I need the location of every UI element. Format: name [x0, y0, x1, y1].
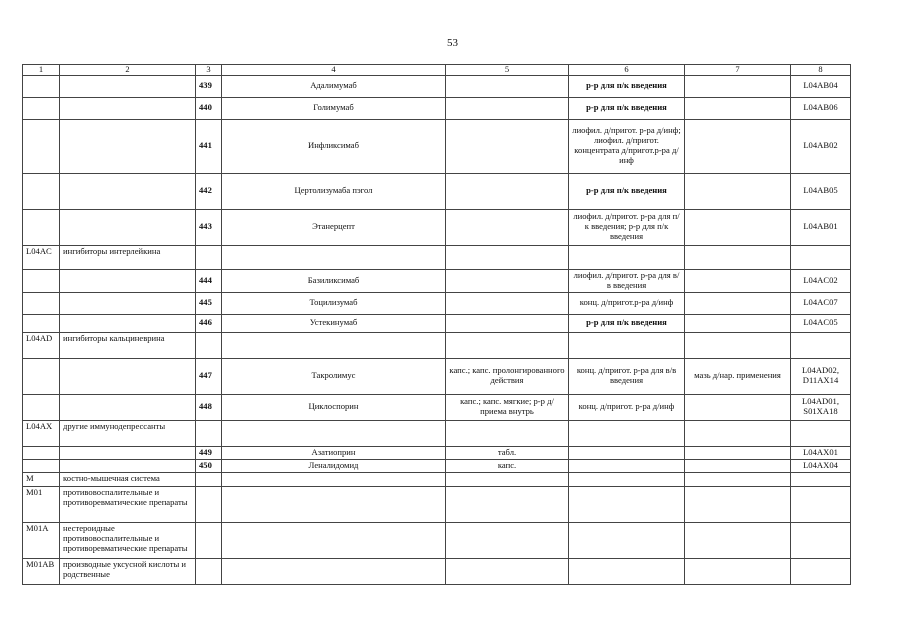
atc-cell: L04AB04: [791, 75, 851, 97]
name-cell: [222, 332, 446, 358]
number-cell: [196, 332, 222, 358]
form-cell: [446, 314, 569, 332]
form-cell: лиофил. д/пригот. р-ра д/инф; лиофил. д/пригот. концентрата д/пригот.р-ра д/инф: [569, 119, 685, 173]
atc-cell: [791, 472, 851, 486]
form-cell: [685, 245, 791, 269]
form-cell: [569, 486, 685, 522]
code-cell: L04AX: [23, 420, 60, 446]
number-cell: 440: [196, 97, 222, 119]
form-cell: [685, 420, 791, 446]
header-cell: 6: [569, 65, 685, 76]
group-cell: производные уксусной кислоты и родственные: [60, 558, 196, 584]
code-cell: [23, 358, 60, 394]
code-cell: [23, 394, 60, 420]
form-cell: [685, 314, 791, 332]
number-cell: 448: [196, 394, 222, 420]
header-cell: 3: [196, 65, 222, 76]
code-cell: [23, 269, 60, 292]
number-cell: 442: [196, 173, 222, 209]
form-cell: р-р для п/к введения: [569, 314, 685, 332]
form-cell: [685, 522, 791, 558]
number-cell: 450: [196, 459, 222, 472]
form-cell: [446, 558, 569, 584]
table-row: [23, 209, 851, 245]
form-cell: [685, 446, 791, 459]
form-cell: [446, 119, 569, 173]
table-row: [23, 75, 851, 97]
form-cell: [685, 332, 791, 358]
form-cell: капс.; капс. пролонгированного действия: [446, 358, 569, 394]
form-cell: мазь д/нар. применения: [685, 358, 791, 394]
form-cell: [685, 394, 791, 420]
table-row: [23, 459, 851, 472]
table-row: [23, 314, 851, 332]
number-cell: 446: [196, 314, 222, 332]
atc-cell: L04AX04: [791, 459, 851, 472]
form-cell: [685, 209, 791, 245]
group-cell: [60, 314, 196, 332]
table-row: [23, 522, 851, 558]
name-cell: Голимумаб: [222, 97, 446, 119]
number-cell: 444: [196, 269, 222, 292]
group-cell: другие иммунодепрессанты: [60, 420, 196, 446]
form-cell: [446, 173, 569, 209]
form-cell: [446, 332, 569, 358]
code-cell: [23, 97, 60, 119]
code-cell: [23, 459, 60, 472]
table-header-row: [23, 65, 851, 76]
atc-cell: L04AD02, D11AX14: [791, 358, 851, 394]
name-cell: Этанерцепт: [222, 209, 446, 245]
form-cell: лиофил. д/пригот. р-ра для п/к введения; р-р для п/к введения: [569, 209, 685, 245]
header-cell: 4: [222, 65, 446, 76]
atc-cell: [791, 486, 851, 522]
form-cell: [685, 292, 791, 314]
name-cell: [222, 420, 446, 446]
atc-cell: L04AB01: [791, 209, 851, 245]
code-cell: L04AD: [23, 332, 60, 358]
group-cell: [60, 173, 196, 209]
form-cell: [569, 522, 685, 558]
form-cell: [685, 119, 791, 173]
form-cell: [446, 472, 569, 486]
atc-cell: [791, 245, 851, 269]
form-cell: [446, 209, 569, 245]
form-cell: [446, 292, 569, 314]
form-cell: лиофил. д/пригот. р-ра для в/в введения: [569, 269, 685, 292]
group-cell: противовоспалительные и противоревматические препараты: [60, 486, 196, 522]
name-cell: [222, 245, 446, 269]
form-cell: [446, 75, 569, 97]
code-cell: M01: [23, 486, 60, 522]
atc-cell: L04AC05: [791, 314, 851, 332]
table-row: [23, 245, 851, 269]
name-cell: Леналидомид: [222, 459, 446, 472]
code-cell: [23, 314, 60, 332]
group-cell: [60, 97, 196, 119]
form-cell: [685, 558, 791, 584]
table-row: [23, 119, 851, 173]
form-cell: [685, 269, 791, 292]
page-number: 53: [447, 37, 458, 49]
form-cell: [685, 75, 791, 97]
form-cell: табл.: [446, 446, 569, 459]
code-cell: [23, 75, 60, 97]
atc-cell: L04AD01, S01XA18: [791, 394, 851, 420]
form-cell: [446, 97, 569, 119]
name-cell: Устекинумаб: [222, 314, 446, 332]
code-cell: L04AC: [23, 245, 60, 269]
code-cell: M01AB: [23, 558, 60, 584]
number-cell: 443: [196, 209, 222, 245]
table-row: [23, 446, 851, 459]
group-cell: [60, 358, 196, 394]
form-cell: капс.: [446, 459, 569, 472]
atc-cell: L04AB02: [791, 119, 851, 173]
code-cell: [23, 119, 60, 173]
table-row: [23, 420, 851, 446]
table-row: [23, 292, 851, 314]
form-cell: р-р для п/к введения: [569, 75, 685, 97]
group-cell: [60, 394, 196, 420]
atc-cell: [791, 420, 851, 446]
number-cell: [196, 522, 222, 558]
number-cell: [196, 486, 222, 522]
form-cell: конц. д/пригот.р-ра д/инф: [569, 292, 685, 314]
name-cell: [222, 522, 446, 558]
group-cell: [60, 269, 196, 292]
table-row: [23, 269, 851, 292]
table-row: [23, 472, 851, 486]
atc-cell: L04AB06: [791, 97, 851, 119]
header-cell: 7: [685, 65, 791, 76]
name-cell: [222, 558, 446, 584]
form-cell: [446, 269, 569, 292]
atc-cell: [791, 332, 851, 358]
name-cell: Адалимумаб: [222, 75, 446, 97]
form-cell: [685, 173, 791, 209]
name-cell: [222, 486, 446, 522]
form-cell: [569, 459, 685, 472]
number-cell: 449: [196, 446, 222, 459]
form-cell: конц. д/пригот. р-ра д/инф: [569, 394, 685, 420]
atc-cell: [791, 522, 851, 558]
name-cell: Азатиоприн: [222, 446, 446, 459]
table-row: [23, 394, 851, 420]
name-cell: Циклоспорин: [222, 394, 446, 420]
name-cell: Тоцилизумаб: [222, 292, 446, 314]
form-cell: [446, 245, 569, 269]
group-cell: костно-мышечная система: [60, 472, 196, 486]
group-cell: [60, 446, 196, 459]
number-cell: 439: [196, 75, 222, 97]
atc-cell: L04AC02: [791, 269, 851, 292]
form-cell: [685, 459, 791, 472]
table-row: [23, 358, 851, 394]
form-cell: р-р для п/к введения: [569, 173, 685, 209]
code-cell: [23, 292, 60, 314]
name-cell: Инфликсимаб: [222, 119, 446, 173]
group-cell: [60, 209, 196, 245]
form-cell: конц. д/пригот. р-ра для в/в введения: [569, 358, 685, 394]
group-cell: [60, 459, 196, 472]
form-cell: [569, 420, 685, 446]
form-cell: [569, 332, 685, 358]
header-cell: 1: [23, 65, 60, 76]
name-cell: Базиликсимаб: [222, 269, 446, 292]
group-cell: ингибиторы кальциневрина: [60, 332, 196, 358]
group-cell: нестероидные противовоспалительные и противоревматические препараты: [60, 522, 196, 558]
table-row: [23, 97, 851, 119]
code-cell: [23, 173, 60, 209]
header-cell: 8: [791, 65, 851, 76]
medicines-table: [22, 64, 851, 585]
atc-cell: L04AX01: [791, 446, 851, 459]
table-row: [23, 173, 851, 209]
form-cell: [685, 472, 791, 486]
name-cell: Такролимус: [222, 358, 446, 394]
code-cell: [23, 446, 60, 459]
number-cell: 447: [196, 358, 222, 394]
form-cell: [446, 522, 569, 558]
name-cell: Цертолизумаба пэгол: [222, 173, 446, 209]
number-cell: [196, 420, 222, 446]
group-cell: [60, 292, 196, 314]
name-cell: [222, 472, 446, 486]
atc-cell: L04AC07: [791, 292, 851, 314]
number-cell: [196, 472, 222, 486]
form-cell: [569, 558, 685, 584]
number-cell: [196, 245, 222, 269]
form-cell: [685, 97, 791, 119]
atc-cell: L04AB05: [791, 173, 851, 209]
form-cell: [446, 420, 569, 446]
group-cell: [60, 119, 196, 173]
header-cell: 2: [60, 65, 196, 76]
form-cell: [685, 486, 791, 522]
form-cell: р-р для п/к введения: [569, 97, 685, 119]
form-cell: [569, 472, 685, 486]
form-cell: [569, 245, 685, 269]
form-cell: капс.; капс. мягкие; р-р д/приема внутрь: [446, 394, 569, 420]
form-cell: [569, 446, 685, 459]
number-cell: [196, 558, 222, 584]
code-cell: [23, 209, 60, 245]
table-row: [23, 558, 851, 584]
number-cell: 441: [196, 119, 222, 173]
table-row: [23, 486, 851, 522]
code-cell: M01A: [23, 522, 60, 558]
header-cell: 5: [446, 65, 569, 76]
atc-cell: [791, 558, 851, 584]
table-row: [23, 332, 851, 358]
number-cell: 445: [196, 292, 222, 314]
form-cell: [446, 486, 569, 522]
code-cell: M: [23, 472, 60, 486]
group-cell: [60, 75, 196, 97]
group-cell: ингибиторы интерлейкина: [60, 245, 196, 269]
